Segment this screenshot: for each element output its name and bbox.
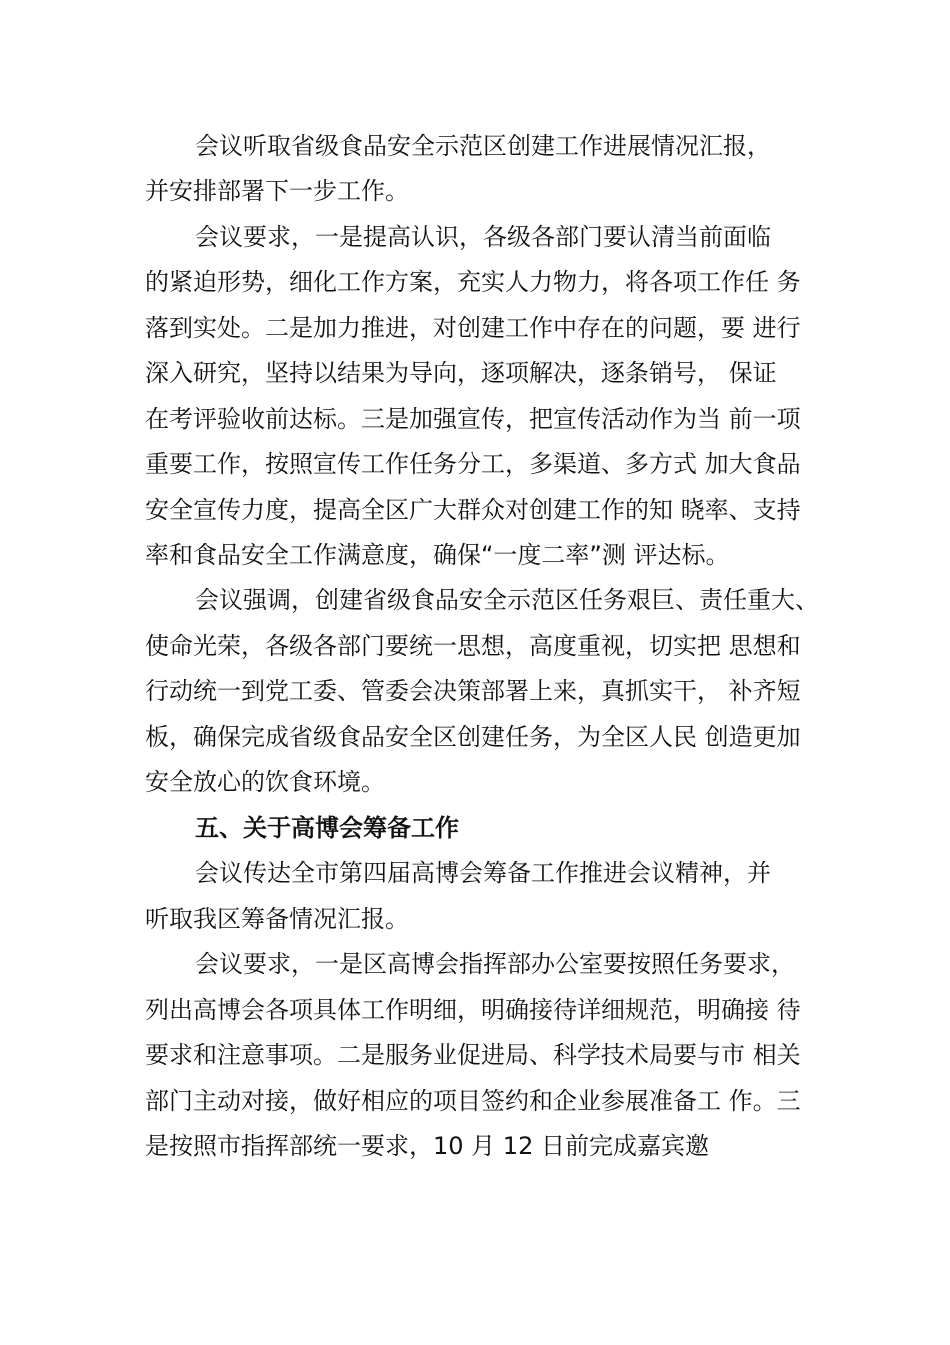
paragraph-line: 部门主动对接，做好相应的项目签约和企业参展准备工 作。三 — [145, 1087, 801, 1115]
paragraph-line: 会议听取省级食品安全示范区创建工作进展情况汇报， — [195, 132, 771, 160]
paragraph-line: 落到实处。二是加力推进，对创建工作中存在的问题，要 进行 — [145, 314, 801, 342]
paragraph-line: 会议传达全市第四届高博会筹备工作推进会议精神，并 — [195, 859, 771, 887]
paragraph-line: 深入研究，坚持以结果为导向，逐项解决，逐条销号， 保证 — [145, 359, 777, 387]
paragraph-line: 会议强调，创建省级食品安全示范区任务艰巨、责任重大、 — [195, 586, 819, 614]
paragraph-line: 列出高博会各项具体工作明细，明确接待详细规范，明确接 待 — [145, 996, 801, 1024]
paragraph-line: 是按照市指挥部统一要求，10 月 12 日前完成嘉宾邀 — [145, 1132, 709, 1160]
section-heading: 五、关于高博会筹备工作 — [195, 814, 459, 842]
paragraph-line: 重要工作，按照宣传工作任务分工，多渠道、多方式 加大食品 — [145, 450, 801, 478]
paragraph-line: 安全宣传力度，提高全区广大群众对创建工作的知 晓率、支持 — [145, 496, 801, 524]
paragraph-line: 要求和注意事项。二是服务业促进局、科学技术局要与市 相关 — [145, 1041, 801, 1069]
paragraph-line: 板，确保完成省级食品安全区创建任务，为全区人民 创造更加 — [145, 723, 801, 751]
paragraph-line: 在考评验收前达标。三是加强宣传，把宣传活动作为当 前一项 — [145, 405, 801, 433]
paragraph-line: 并安排部署下一步工作。 — [145, 177, 409, 205]
paragraph-line: 行动统一到党工委、管委会决策部署上来，真抓实干， 补齐短 — [145, 677, 801, 705]
paragraph-line: 的紧迫形势，细化工作方案，充实人力物力，将各项工作任 务 — [145, 268, 801, 296]
paragraph-line: 安全放心的饮食环境。 — [145, 768, 385, 796]
paragraph-line: 会议要求，一是提高认识，各级各部门要认清当前面临 — [195, 223, 771, 251]
paragraph-line: 听取我区筹备情况汇报。 — [145, 905, 409, 933]
paragraph-line: 会议要求，一是区高博会指挥部办公室要按照任务要求， — [195, 950, 795, 978]
paragraph-line: 使命光荣，各级各部门要统一思想，高度重视，切实把 思想和 — [145, 632, 801, 660]
paragraph-line: 率和食品安全工作满意度，确保“一度二率”测 评达标。 — [145, 541, 730, 569]
